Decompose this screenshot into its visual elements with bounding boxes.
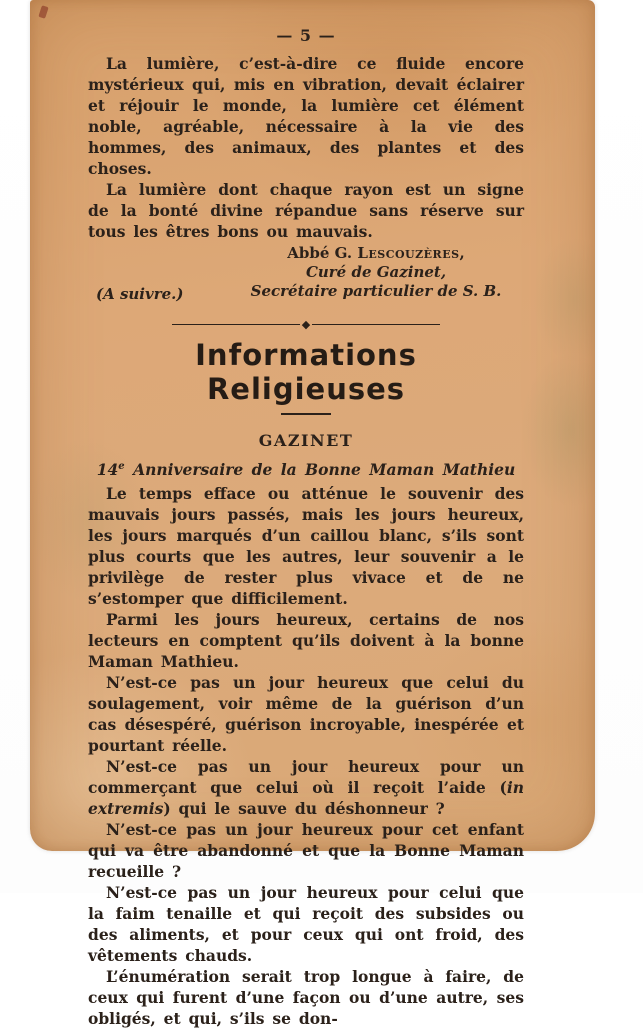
diamond-ornament-icon: ◆ bbox=[301, 318, 311, 331]
paragraph-commercant-latin: in extremis bbox=[88, 778, 524, 818]
paragraph-faim: N’est-ce pas un jour heureux pour celui que la faim tenaille et qui reçoit des subsides ou des aliments, et pour ceux qui ont froid, des vêtements chauds. bbox=[88, 883, 524, 965]
section-divider bbox=[172, 319, 440, 330]
article-title bbox=[88, 460, 524, 479]
scanned-page bbox=[30, 0, 595, 1028]
to-be-continued-note: (A suivre.) bbox=[96, 285, 184, 303]
signature-author bbox=[228, 244, 524, 263]
article-title-number: 14 bbox=[96, 460, 119, 479]
paragraph-lumiere-1: La lumière, c’est-à-dire ce fluide encore mystérieux qui, mis en vibration, devait éclairer et réjouir le monde, la lumière cet élément noble, agréable, nécessaire à la vie des hommes, des animaux, des plantes et des choses. bbox=[88, 54, 524, 178]
signature-author-prefix: Abbé G. bbox=[287, 244, 358, 262]
section-title-underline bbox=[281, 413, 331, 415]
divider-rule-left bbox=[172, 324, 300, 325]
article-title-text: Anniversaire de la Bonne Maman Mathieu bbox=[124, 460, 516, 479]
paragraph-soulagement: N’est-ce pas un jour heureux que celui du soulagement, voir même de la guérison d’un cas désespéré, guérison incroyable, inespérée et pourtant réelle. bbox=[88, 673, 524, 755]
paragraph-enumeration: L’énumération serait trop longue à faire, de ceux qui furent d’une façon ou d’une autre, ses obligés, et qui, s’ils se don- bbox=[88, 967, 524, 1028]
signature-author-name: Lescouzères bbox=[357, 244, 460, 262]
paragraph-parmi: Parmi les jours heureux, certains de nos lecteurs en comptent qu’ils doivent à la bonne Maman Mathieu. bbox=[88, 610, 524, 671]
signature-role-1: Curé de Gazinet, bbox=[305, 263, 447, 281]
page-content bbox=[88, 26, 524, 1029]
paragraph-lumiere-2: La lumière dont chaque rayon est un signe de la bonté divine répandue sans réserve sur tous les êtres bons ou mauvais. bbox=[88, 180, 524, 241]
paragraph-commercant-post: ) qui le sauve du déshonneur ? bbox=[163, 799, 445, 818]
article-title-ordinal: e bbox=[118, 460, 125, 472]
paragraph-enfant: N’est-ce pas un jour heureux pour cet enfant qui va être abandonné et que la Bonne Maman recueille ? bbox=[88, 820, 524, 881]
location-heading: GAZINET bbox=[258, 431, 354, 450]
ink-speck bbox=[38, 5, 48, 19]
divider-rule-right bbox=[312, 324, 440, 325]
section-title: Informations Religieuses bbox=[195, 338, 417, 406]
paragraph-commercant-pre: N’est-ce pas un jour heureux pour un commerçant que celui où il reçoit l’aide ( bbox=[88, 757, 524, 797]
paragraph-temps: Le temps efface ou atténue le souvenir des mauvais jours passés, mais les jours heureux, les jours marqués d’un caillou blanc, s’ils sont plus courts que les autres, leur souvenir a le privilège de rester plus vivace et de ne s’estomper que difficilement. bbox=[88, 484, 524, 608]
signature-author-suffix: , bbox=[459, 244, 465, 262]
signature-block bbox=[228, 244, 524, 301]
signature-role-2: Secrétaire particulier de S. B. bbox=[250, 282, 502, 300]
paragraph-commercant bbox=[88, 756, 524, 819]
page-number: — 5 — bbox=[276, 26, 336, 45]
